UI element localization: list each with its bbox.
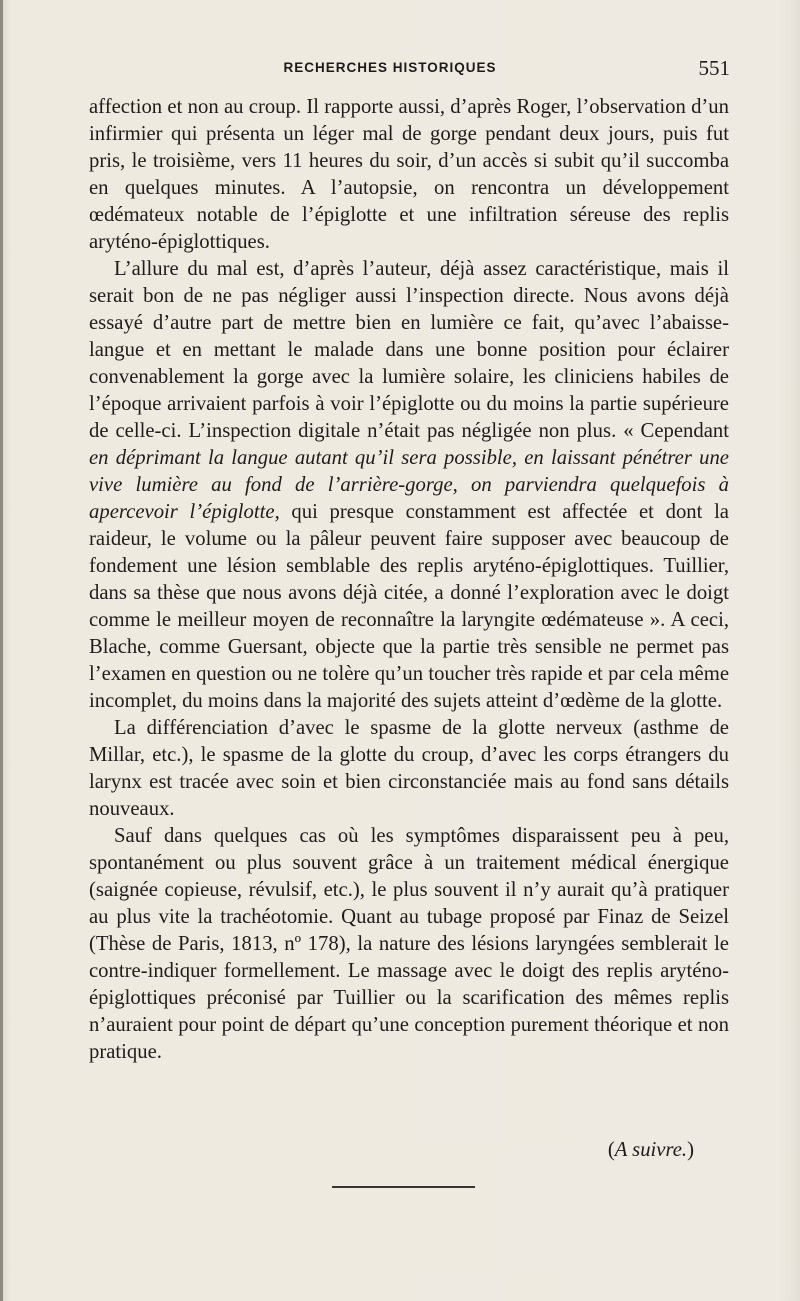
closing-close: ) xyxy=(687,1139,694,1161)
paragraph xyxy=(89,823,729,1066)
running-title: RECHERCHES HISTORIQUES xyxy=(283,60,497,75)
paragraph-text: affection et non au croup. Il rapporte aussi, d’après Roger, l’observation d’un infirmier qui présenta un léger mal de gorge pendant deux jours, puis fut pris, le troisième, vers 11 heures du soir, d’un accès si subit qu’il succomba en quelques minutes. A l’autopsie, on rencontra un développement œdémateux notable de l’épiglotte et une infiltration séreuse des replis aryténo-épiglottiques. xyxy=(89,96,729,253)
paragraph xyxy=(89,256,729,715)
paragraph-text: , qui presque constamment est affectée et dont la raideur, le volume ou la pâleur peuvent faire supposer avec beaucoup de fondement une lésion semblable des replis aryténo-épiglottiques. Tuillier, dans sa thèse que nous avons déjà citée, a donné l’exploration avec le doigt comme le meilleur moyen de reconnaître la laryngite œdémateuse ». A ceci, Blache, comme Guersant, objecte que la partie très sensible ne permet pas l’examen en question ou ne tolère qu’un toucher très rapide et par cela même incomplet, du moins dans la majorité des sujets atteint d’œdème de la glotte. xyxy=(89,501,729,712)
page-number: 551 xyxy=(698,56,730,80)
closing-open: ( xyxy=(607,1139,615,1161)
page-binding-edge xyxy=(0,0,3,1301)
running-header xyxy=(90,58,730,82)
paragraph-text: Sauf dans quelques cas où les symptômes disparaissent peu à peu, spontanément ou plus souvent grâce à un traitement médical énergique (saignée copieuse, révulsif, etc.), le plus souvent il n’y aurait qu’à pratiquer au plus vite la trachéotomie. Quant au tubage proposé par Finaz de Seizel (Thèse de Paris, 1813, nº 178), la nature des lésions laryngées semblerait le contre-indiquer formellement. Le massage avec le doigt des replis aryténo-épiglottiques préconisé par Tuillier ou la scarification des mêmes replis n’auraient pour point de départ qu’une conception purement théorique et non pratique. xyxy=(89,825,729,1063)
paragraph xyxy=(89,94,729,256)
paragraph-text: La différenciation d’avec le spasme de la glotte nerveux (asthme de Millar, etc.), le spasme de la glotte du croup, d’avec les corps étrangers du larynx est tracée avec soin et bien circonstanciée mais au fond sans détails nouveaux. xyxy=(89,717,729,820)
paragraph-text: L’allure du mal est, d’après l’auteur, déjà assez caractéristique, mais il serait bon de ne pas négliger aussi l’inspection directe. Nous avons déjà essayé d’autre part de mettre bien en lumière ce fait, qu’avec l’abaisse-langue et en mettant le malade dans une bonne position pour éclairer convenablement la gorge avec la lumière solaire, les cliniciens habiles de l’époque arrivaient parfois à voir l’épiglotte ou du moins la partie supérieure de celle-ci. L’inspection digitale n’était pas négligée non plus. « Cependant xyxy=(89,258,729,442)
closing-text: A suivre. xyxy=(614,1139,688,1161)
quoted-italic-text: en déprimant la langue autant qu’il sera possible, en laissant pénétrer une vive lumière au fond de l’arrière-gorge, on parviendra quelquefois à apercevoir l’épiglotte xyxy=(89,447,729,523)
end-rule xyxy=(332,1186,475,1188)
to-be-continued xyxy=(89,1139,694,1162)
body-text xyxy=(89,94,729,1066)
paragraph xyxy=(89,715,729,823)
